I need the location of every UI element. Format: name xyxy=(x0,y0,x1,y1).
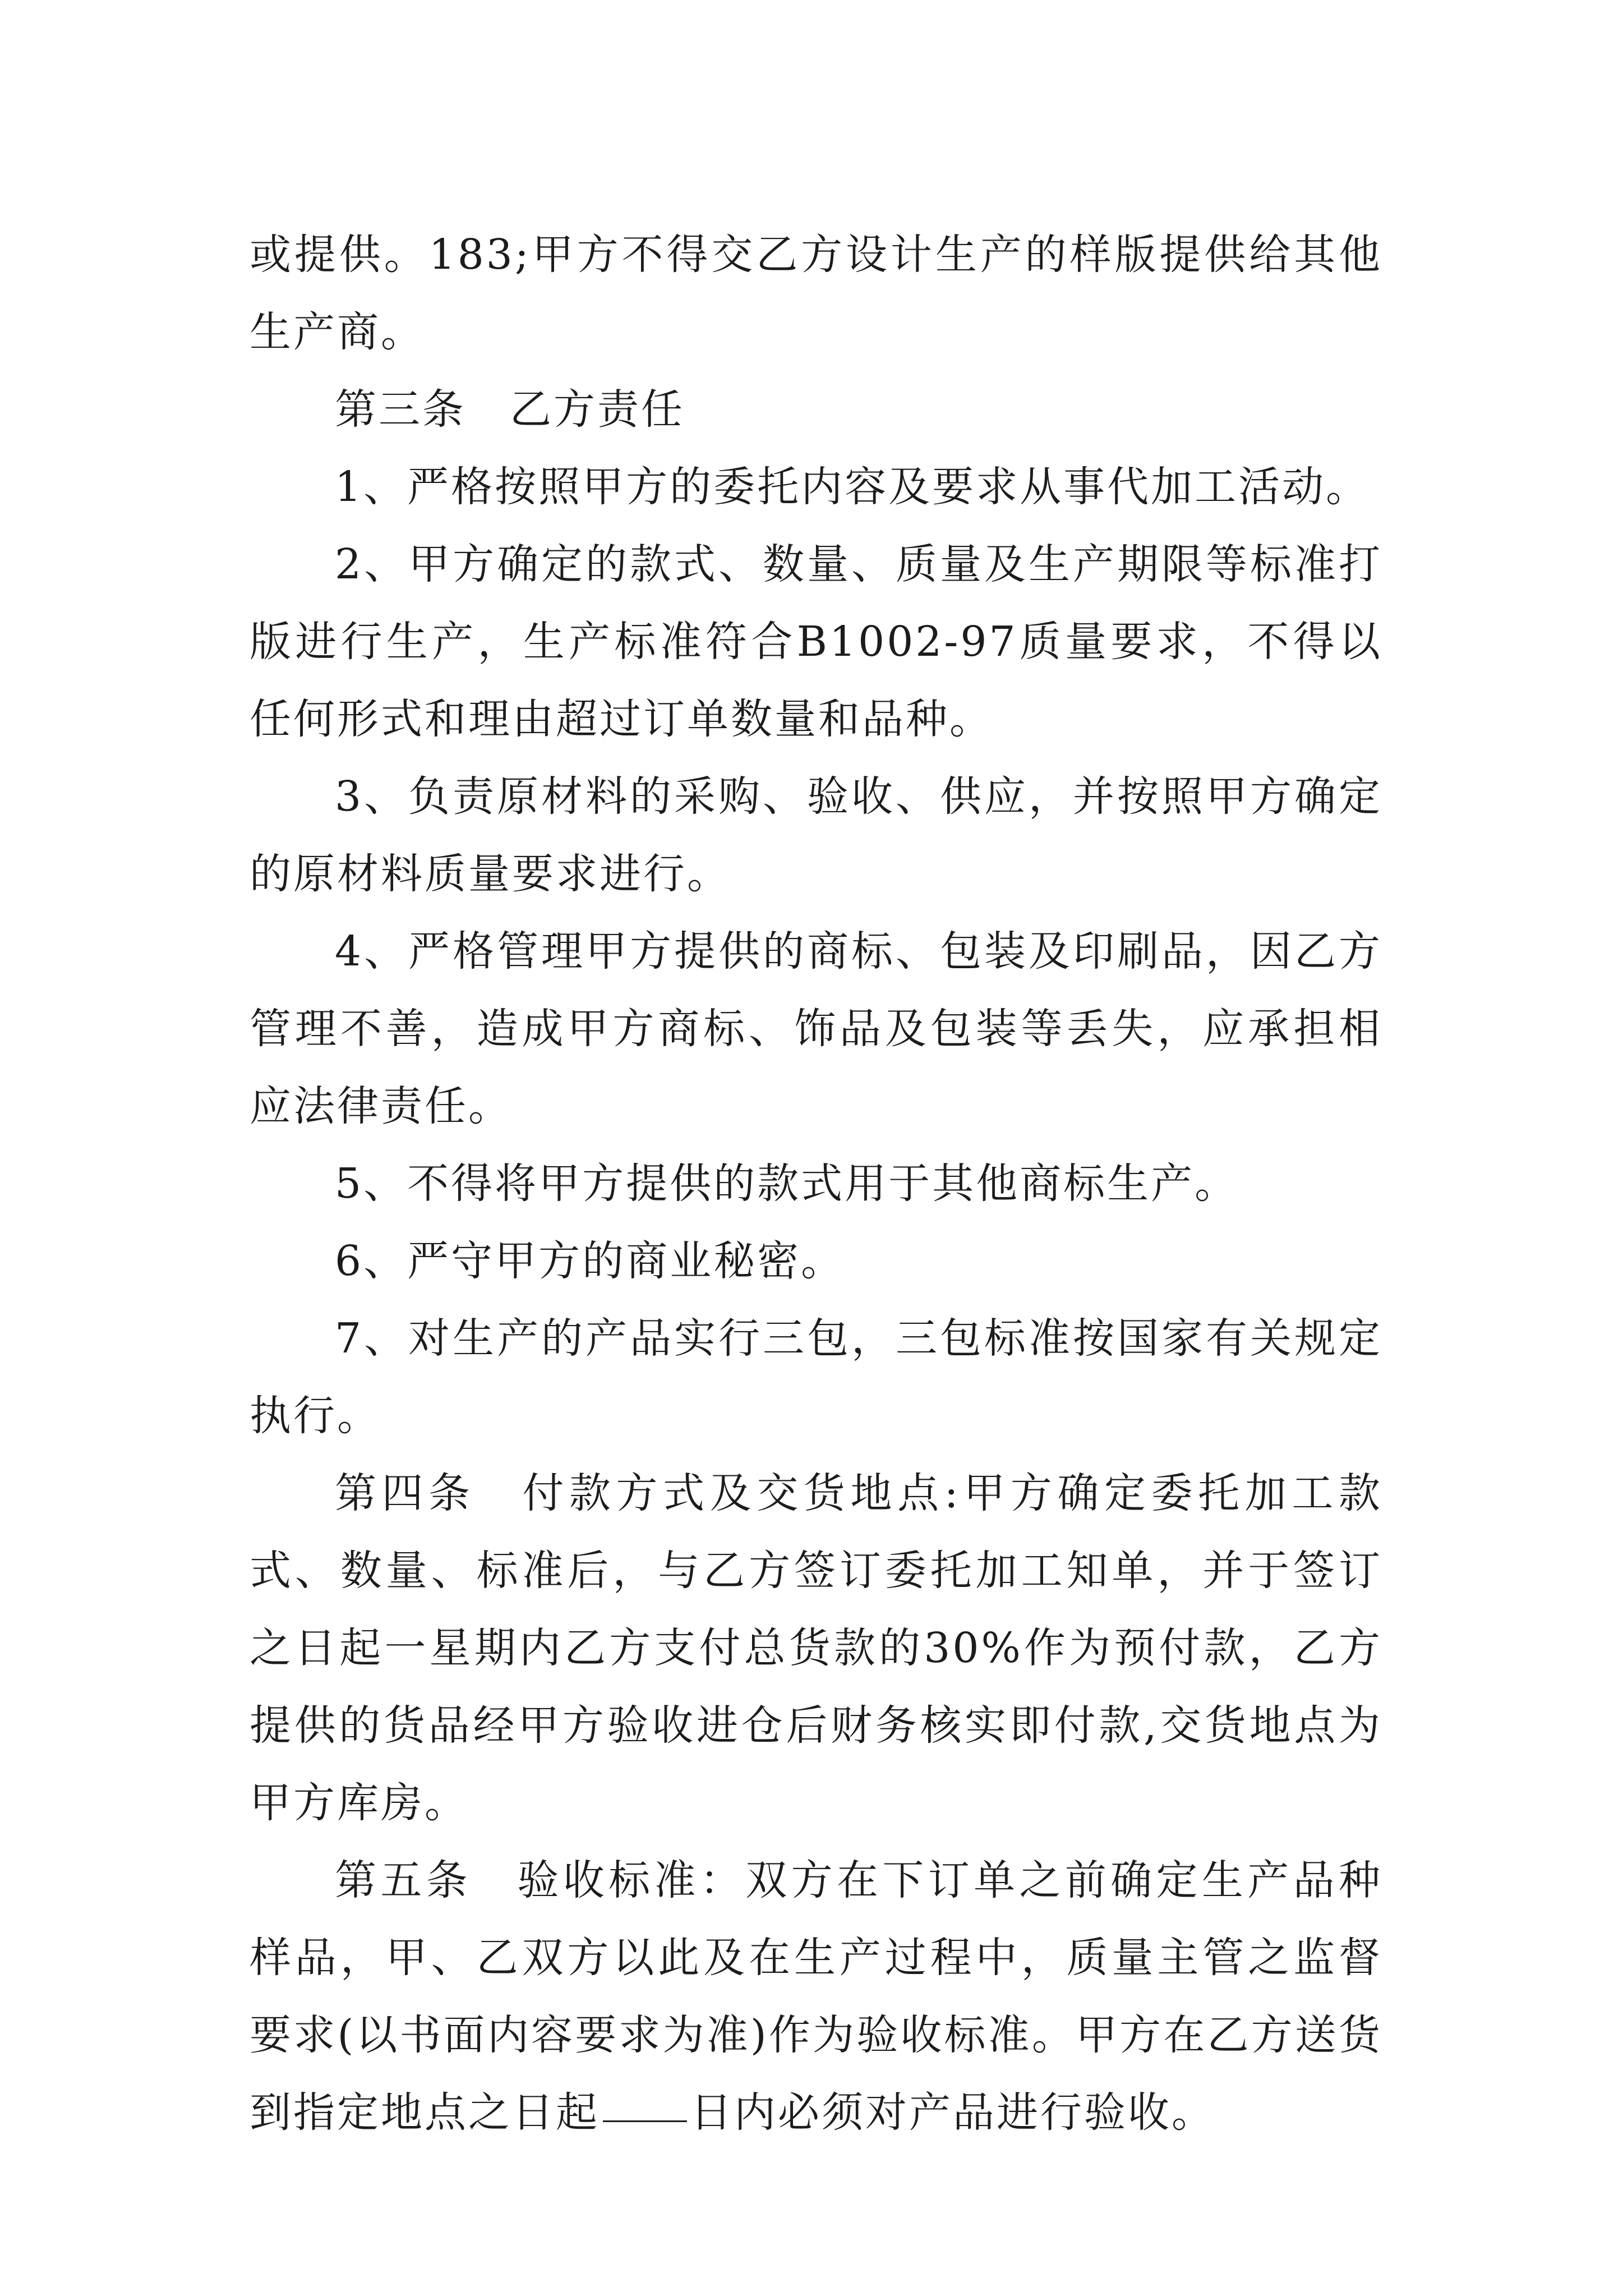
article-5-text-before-blank: 第五条 验收标准：双方在下订单之前确定生产品种样品，甲、乙双方以此及在生产过程中，质量主管之监督要求(以书面内容要求为准)作为验收标准。甲方在乙方送货到指定地点之日起 xyxy=(250,1856,1382,2137)
article-3-item-5: 5、不得将甲方提供的款式用于其他商标生产。 xyxy=(335,1159,1239,1208)
article-5-text-after-blank: 日内必须对产品进行验收。 xyxy=(690,2088,1215,2137)
paragraph-continuation: 或提供。183;甲方不得交乙方设计生产的样版提供给其他生产商。 xyxy=(250,231,1382,356)
document-body xyxy=(250,216,1382,2151)
fill-in-blank-days xyxy=(603,2120,687,2122)
article-3-item-2: 2、甲方确定的款式、数量、质量及生产期限等标准打版进行生产，生产标准符合B1002-97质量要求，不得以任何形式和理由超过订单数量和品种。 xyxy=(250,540,1382,743)
article-3-item-1: 1、严格按照甲方的委托内容及要求从事代加工活动。 xyxy=(335,463,1370,511)
article-3-heading: 第三条 乙方责任 xyxy=(335,385,685,434)
article-3-item-7: 7、对生产的产品实行三包，三包标准按国家有关规定执行。 xyxy=(250,1314,1382,1440)
article-3-item-3: 3、负责原材料的采购、验收、供应，并按照甲方确定的原材料质量要求进行。 xyxy=(250,772,1382,898)
article-4-payment-delivery: 第四条 付款方式及交货地点:甲方确定委托加工款式、数量、标准后，与乙方签订委托加工知单，并于签订之日起一星期内乙方支付总货款的30%作为预付款，乙方提供的货品经甲方验收进仓后财务核实即付款,交货地点为甲方库房。 xyxy=(250,1469,1382,1827)
article-3-item-4: 4、严格管理甲方提供的商标、包装及印刷品，因乙方管理不善，造成甲方商标、饰品及包装等丢失，应承担相应法律责任。 xyxy=(250,927,1382,1130)
article-3-item-6: 6、严守甲方的商业秘密。 xyxy=(335,1237,845,1285)
article-5-acceptance xyxy=(250,1842,1382,2151)
